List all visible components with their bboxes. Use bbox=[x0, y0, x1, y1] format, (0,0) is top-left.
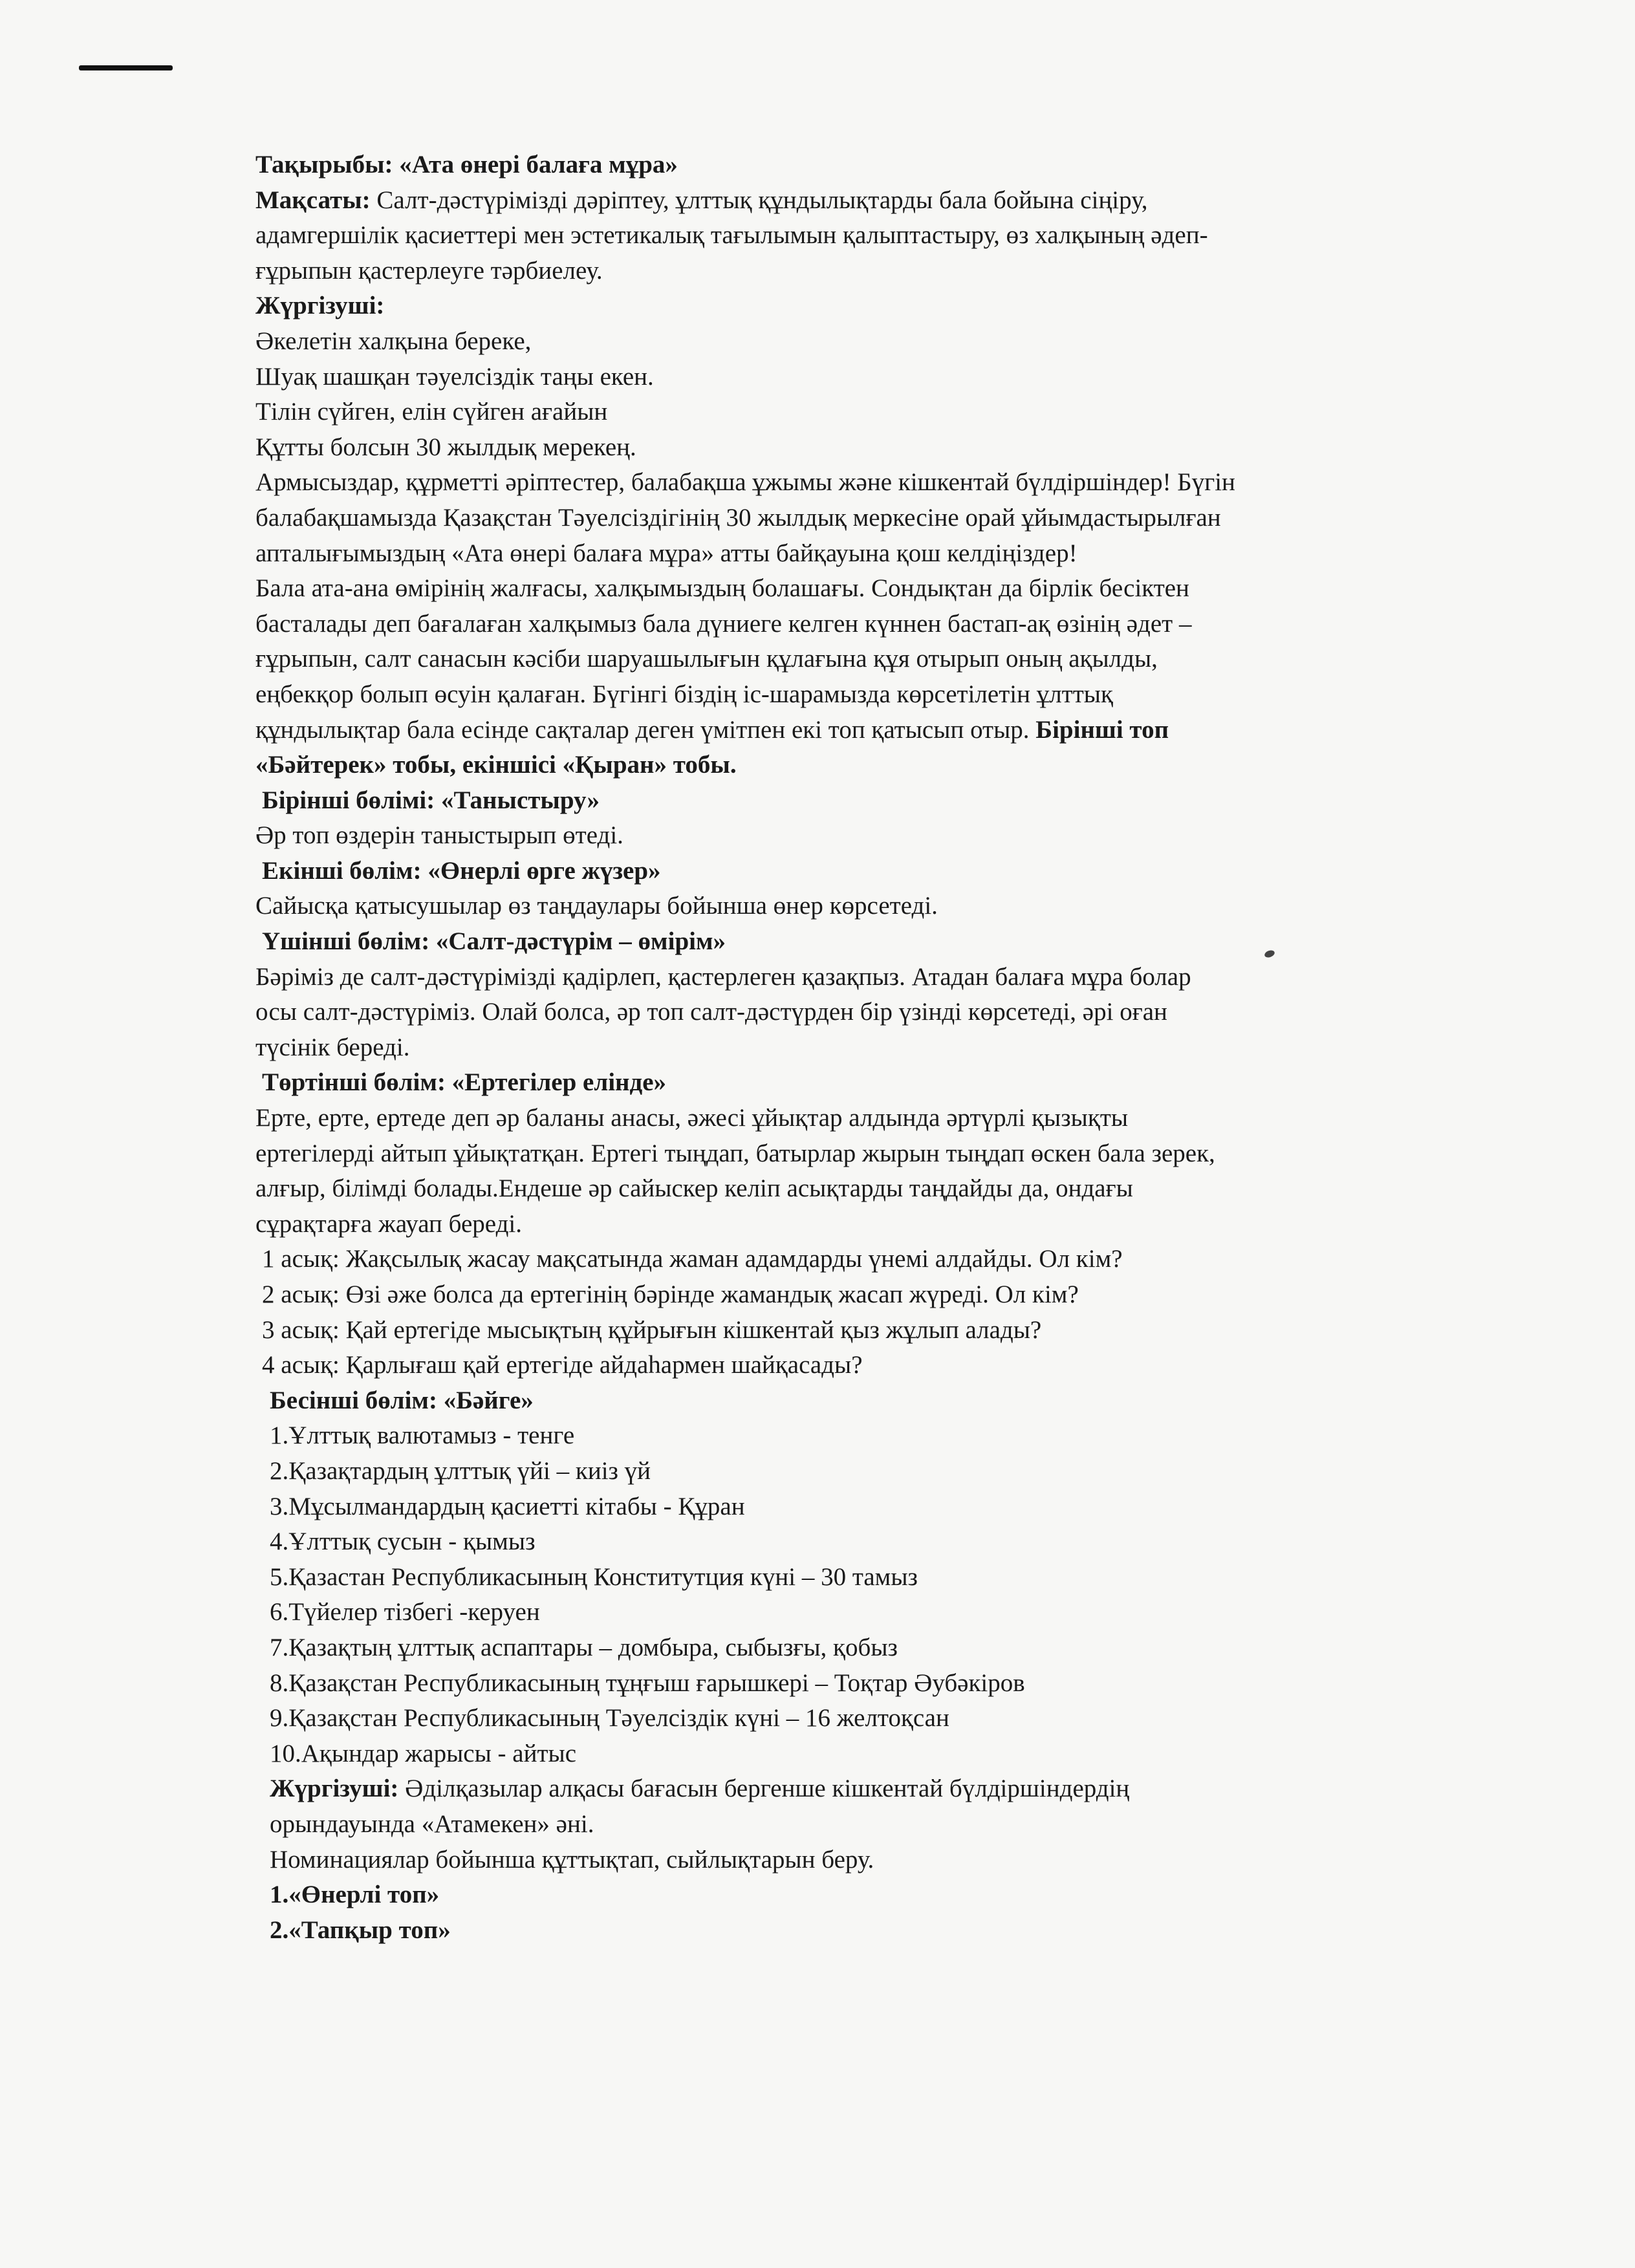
quiz-item: 10.Ақындар жарысы - айтыс bbox=[270, 1739, 577, 1767]
quiz-item: 4.Ұлттық сусын - қымыз bbox=[270, 1528, 536, 1556]
intro-line: Бала ата-ана өмірінің жалғасы, халқымыздың болашағы. Сондықтан да бірлік бесіктен bbox=[255, 574, 1189, 603]
closing-label: Жүргізуші: bbox=[270, 1775, 399, 1803]
quiz-item: 1.Ұлттық валютамыз - тенге bbox=[270, 1421, 575, 1450]
intro-line: балабақшамызда Қазақстан Тәуелсіздігінің 30 жылдық меркесіне орай ұйымдастырылған bbox=[255, 503, 1221, 532]
part4-text: Ерте, ерте, ертеде деп әр баланы анасы, әжесі ұйықтар алдында әртүрлі қызықты bbox=[255, 1104, 1129, 1132]
quiz-item: 5.Қазастан Республикасының Конститутция күні – 30 тамыз bbox=[270, 1562, 918, 1591]
host-label: Жүргізуші: bbox=[255, 292, 385, 320]
goal-line-1 bbox=[255, 183, 1471, 219]
part3-title: Үшінші бөлім: «Салт-дәстүрім – өмірім» bbox=[262, 927, 726, 956]
intro-line: еңбекқор болып өсуін қалаған. Бүгінгі біздің іс-шарамызда көрсетілетін ұлттық bbox=[255, 680, 1113, 708]
document-page bbox=[255, 147, 1471, 1948]
poem-line: Әкелетін халқына береке, bbox=[255, 327, 532, 355]
part4-text: сұрақтарға жауап береді. bbox=[255, 1209, 522, 1238]
poem-line: Тілін сүйген, елін сүйген ағайын bbox=[255, 398, 608, 426]
quiz-item: 9.Қазақстан Республикасының Тәуелсіздік күні – 16 желтоқсан bbox=[270, 1704, 949, 1733]
quiz-item: 2.Қазақтардың ұлттық үйі – киіз үй bbox=[270, 1456, 651, 1485]
question-item: 3 асық: Қай ертегіде мысықтың құйрығын кішкентай қыз жұлып алады? bbox=[262, 1315, 1042, 1344]
closing-text-1: Әділқазылар алқасы бағасын бергенше кішкентай бүлдіршіндердің bbox=[398, 1775, 1130, 1803]
intro-text: құндылықтар бала есінде сақталар деген үмітпен екі топ қатысып отыр. bbox=[255, 715, 1030, 744]
nomination-item: 1.«Өнерлі топ» bbox=[270, 1881, 440, 1909]
question-item: 2 асық: Өзі әже болса да ертегінің бәрінде жамандық жасап жүреді. Ол кім? bbox=[262, 1280, 1079, 1308]
quiz-item: 6.Түйелер тізбегі -керуен bbox=[270, 1598, 540, 1626]
closing-line-2: орындауында «Атамекен» әні. bbox=[270, 1809, 594, 1838]
part3-text: осы салт-дәстүріміз. Олай болса, әр топ салт-дәстүрден бір үзінді көрсетеді, әрі оған bbox=[255, 998, 1167, 1026]
teams-line: «Бәйтерек» тобы, екіншісі «Қыран» тобы. bbox=[255, 751, 737, 779]
quiz-item: 3.Мұсылмандардың қасиетті кітабы - Құран bbox=[270, 1492, 745, 1520]
intro-line: Армысыздар, құрметті әріптестер, балабақша ұжымы және кішкентай бүлдіршіндер! Бүгін bbox=[255, 468, 1235, 497]
quiz-item: 7.Қазақтың ұлттық аспаптары – домбыра, сыбызғы, қобыз bbox=[270, 1633, 898, 1661]
part4-text: ертегілерді айтып ұйықтатқан. Ертегі тыңдап, батырлар жырын тыңдап өскен бала зерек, bbox=[255, 1139, 1215, 1167]
part2-title: Екінші бөлім: «Өнерлі өрге жүзер» bbox=[262, 856, 661, 885]
part3-text: түсінік береді. bbox=[255, 1033, 410, 1061]
question-item: 4 асық: Қарлығаш қай ертегіде айдаһармен шайқасады? bbox=[262, 1351, 863, 1379]
part2-text: Сайысқа қатысушылар өз таңдаулары бойынша өнер көрсетеді. bbox=[255, 892, 938, 920]
goal-line-2: адамгершілік қасиеттері мен эстетикалық тағылымын қалыптастыру, өз халқының әдеп- bbox=[255, 221, 1208, 250]
question-item: 1 асық: Жақсылық жасау мақсатында жаман адамдарды үнемі алдайды. Ол кім? bbox=[262, 1245, 1123, 1273]
intro-line: апталығымыздың «Ата өнері балаға мұра» атты байқауына қош келдіңіздер! bbox=[255, 539, 1077, 567]
closing-line-1 bbox=[255, 1771, 1471, 1807]
teams-bold: Бірінші топ bbox=[1029, 715, 1169, 744]
part3-text: Бәріміз де салт-дәстүрімізді қадірлеп, қастерлеген қазақпыз. Атадан балаға мұра болар bbox=[255, 962, 1191, 991]
part1-text: Әр топ өздерін таныстырып өтеді. bbox=[255, 821, 623, 850]
intro-line: ғұрыпын, салт санасын кәсіби шаруашылығын құлағына құя отырып оның ақылды, bbox=[255, 645, 1158, 673]
part4-text: алғыр, білімді болады.Ендеше әр сайыскер келіп асықтарды таңдайды да, ондағы bbox=[255, 1174, 1133, 1203]
poem-line: Құтты болсын 30 жылдық мерекең. bbox=[255, 433, 636, 461]
scan-mark bbox=[79, 65, 173, 70]
goal-line-3: ғұрыпын қастерлеуге тәрбиелеу. bbox=[255, 256, 603, 285]
closing-line-3: Номинациялар бойынша құттықтап, сыйлықтарын беру. bbox=[270, 1845, 874, 1874]
intro-line: басталады деп бағалаған халқымыз бала дүниеге келген күннен бастап-ақ өзінің әдет – bbox=[255, 609, 1192, 638]
document-title: Тақырыбы: «Ата өнері балаға мұра» bbox=[255, 151, 678, 178]
nomination-item: 2.«Тапқыр топ» bbox=[270, 1916, 451, 1944]
goal-text-1: Салт-дәстүрімізді дәріптеу, ұлттық құндылықтарды бала бойына сіңіру, bbox=[370, 186, 1148, 214]
part5-title: Бесінші бөлім: «Бәйге» bbox=[270, 1386, 534, 1414]
part4-title: Төртінші бөлім: «Ертегілер елінде» bbox=[262, 1068, 667, 1097]
poem-line: Шуақ шашқан тәуелсіздік таңы екен. bbox=[255, 362, 654, 391]
quiz-item: 8.Қазақстан Республикасының тұңғыш ғарышкері – Тоқтар Әубәкіров bbox=[270, 1669, 1025, 1697]
intro-line-last bbox=[255, 713, 1471, 748]
part1-title: Бірінші бөлімі: «Таныстыру» bbox=[262, 786, 600, 814]
goal-label: Мақсаты: bbox=[255, 186, 371, 214]
